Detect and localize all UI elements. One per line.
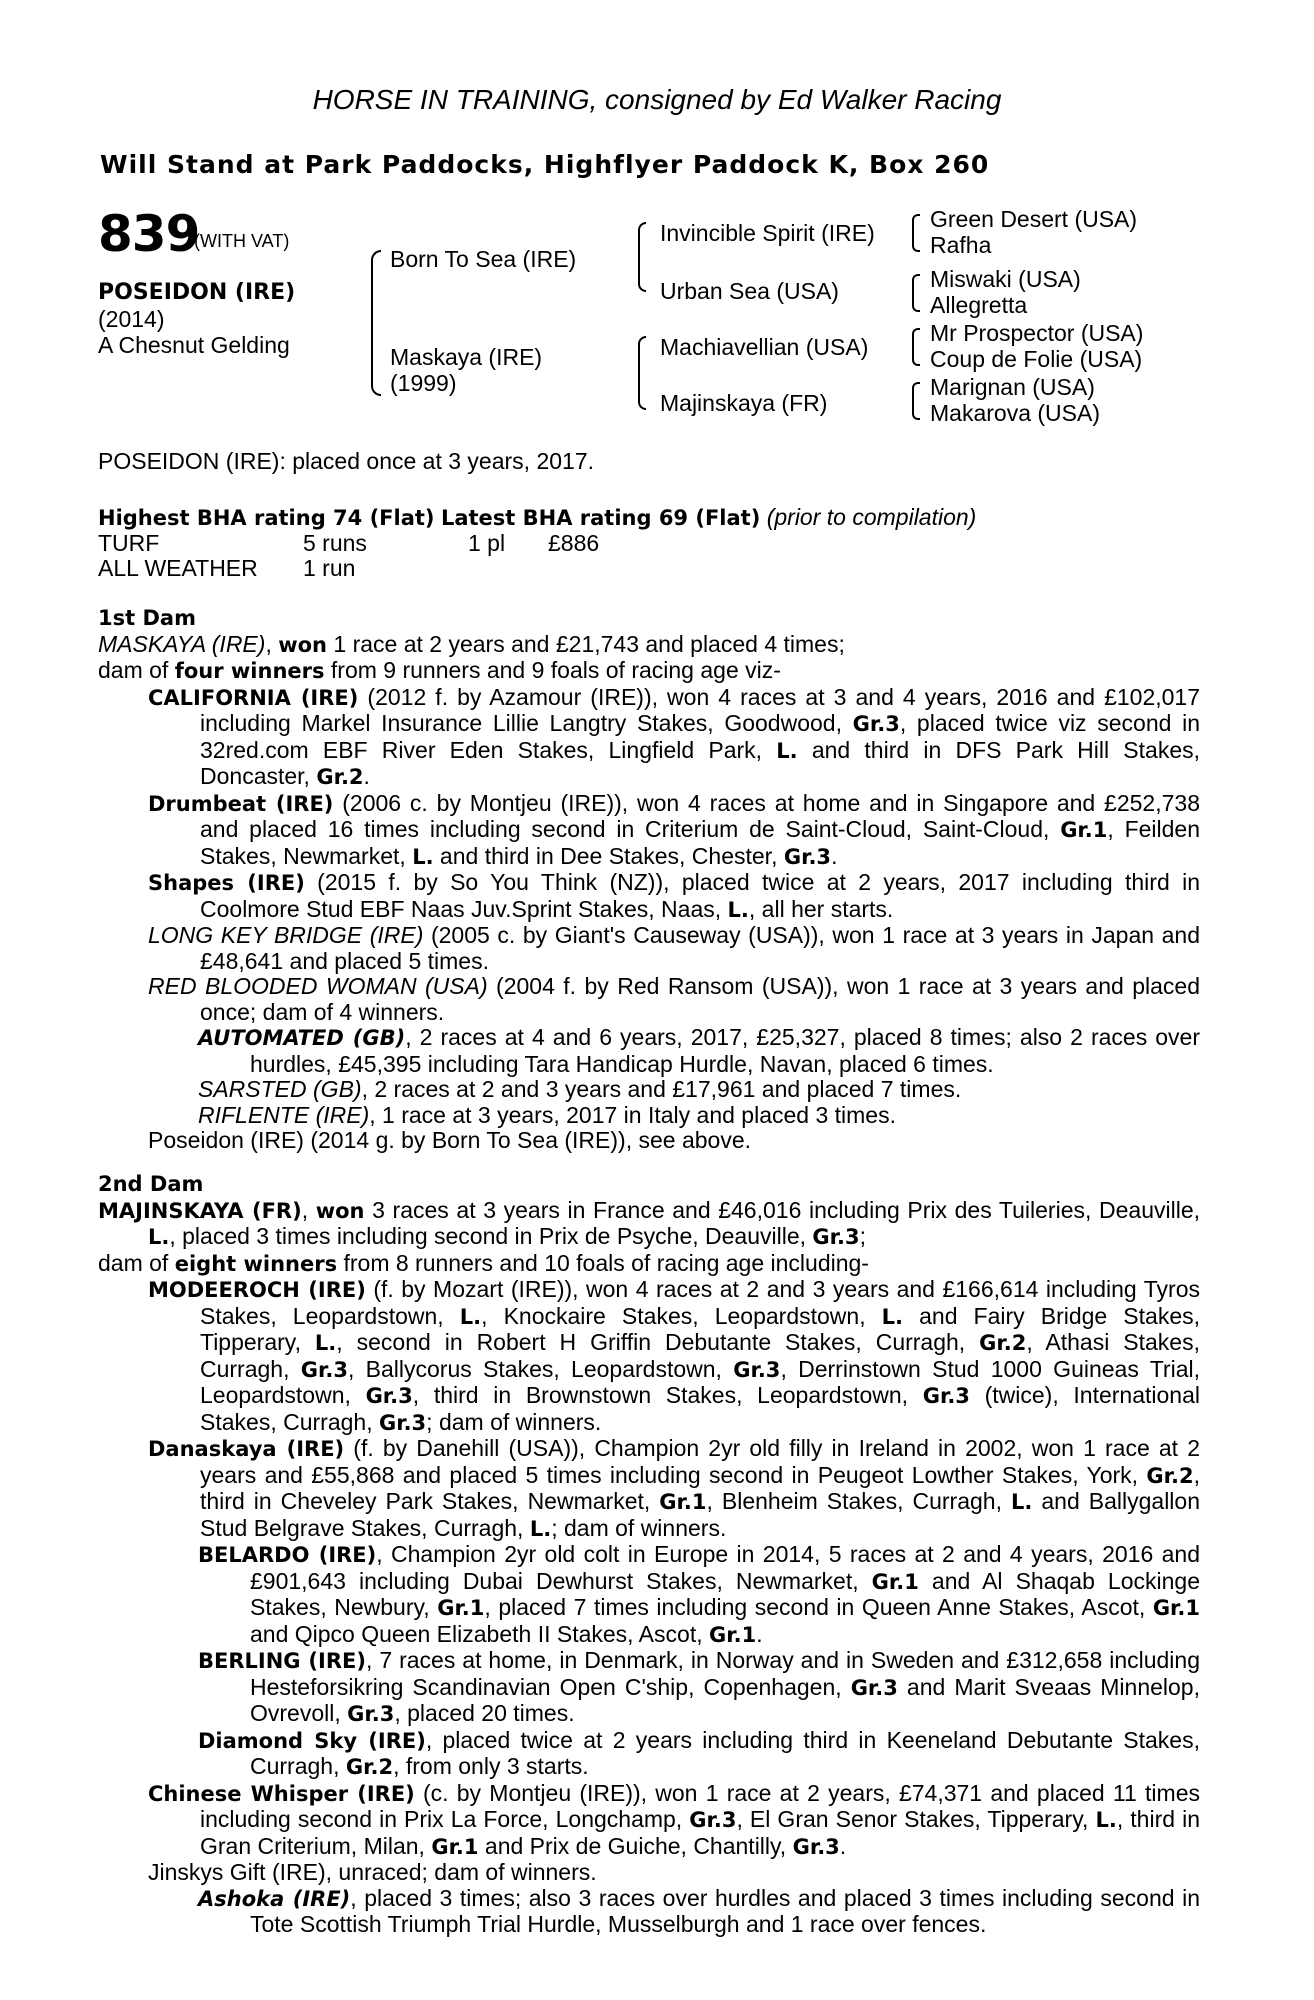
danaskaya-d: and Ballygallon Stud Belgrave Stakes, Curragh, [200,1488,1200,1541]
turf-placed: 1 pl [468,530,506,556]
produce-riflente [98,1103,1200,1129]
danaskaya-c: , Blenheim Stakes, Curragh, [706,1488,1011,1514]
dam-of-winners: four winners [174,659,325,683]
ratings-line [98,504,976,531]
turf-prize: £886 [548,530,600,556]
produce-ashoka [98,1886,1200,1938]
modeeroch-c: and Fairy Bridge Stakes, Tipperary, [200,1302,1201,1355]
berling-b: and Marit Sveaas Minnelop, Ovrevoll, [250,1673,1200,1726]
produce-belardo [98,1542,1200,1648]
ggp-5: Mr Prospector (USA) [930,320,1144,346]
chinese-whisper-listed: L. [1095,1808,1117,1832]
modeeroch-g: , Derrinstown Stud 1000 Guineas Trial, Leopardstown, [200,1355,1200,1408]
produce-poseidon [98,1128,1200,1154]
modeeroch-e: , Athasi Stakes, Curragh, [200,1329,1200,1382]
drumbeat-text-a: (2006 c. by Montjeu (IRE)), won 4 races at home and in Singapore and £252,738 and placed 16 times including second in Criterium de Saint-Cloud, Saint-Cloud, [200,789,1200,842]
first-dam-heading: 1st Dam [98,606,196,630]
berling-a: , 7 races at home, in Denmark, in Norway and in Sweden and £312,658 including Hesteforsikring Scandinavian Open C'ship, Copenhagen, [250,1647,1200,1700]
ashoka-name: Ashoka (IRE) [198,1886,351,1911]
belardo-d: and Qipco Queen Elizabeth II Stakes, Ascot, [250,1620,709,1647]
ggp-bracket-4 [912,382,920,420]
produce-shapes [98,870,1200,923]
chinese-whisper-a: (c. by Montjeu (IRE)), won 1 race at 2 years, £74,371 and placed 11 times including second in Prix La Force, Longchamp, [200,1779,1200,1832]
modeeroch-h: , third in Brownstown Stakes, Leopardstown, [412,1382,923,1408]
ggp-bracket-3 [912,328,920,366]
shapes-text-a: (2015 f. by So You Think (NZ)), placed twice at 2 years, 2017 including third in Coolmore Stud EBF Naas Juv.Sprint Stakes, Naas, [200,869,1200,922]
ggp-7: Marignan (USA) [930,374,1095,400]
second-dam-text-a: 3 races at 3 years in France and £46,016 including Prix des Tuileries, Deauville, [364,1196,1200,1223]
shapes-name: Shapes (IRE) [148,871,305,895]
california-name: CALIFORNIA (IRE) [148,685,359,710]
red-blooded-woman-text: (2004 f. by Red Ransom (USA)), won 1 race at 3 years and placed once; dam of 4 winners. [200,973,1200,1025]
produce-long-key-bridge [98,923,1200,974]
modeeroch-j: ; dam of winners. [426,1408,602,1435]
modeeroch-a: (f. by Mozart (IRE)), won 4 races at 2 and 3 years and £166,614 including Tyros Stakes, Leopardstown, [200,1276,1200,1329]
first-dam-name: MASKAYA (IRE) [98,630,266,657]
belardo-e: . [756,1620,763,1647]
modeeroch-g3c: Gr.3 [365,1384,413,1408]
modeeroch-g3d: Gr.3 [922,1384,970,1408]
riflente-text: , 1 race at 3 years, 2017 in Italy and placed 3 times. [369,1101,896,1128]
ashoka-text: , placed 3 times; also 3 races over hurdles and placed 3 times including second in Tote Scottish Triumph Trial Hurdle, Musselburgh and 1 race over fences. [250,1884,1200,1937]
berling-c: , placed 20 times. [394,1700,575,1726]
first-dam-record-text: 1 race at 2 years and £21,743 and placed 4 times; [327,630,845,657]
jinskys-gift-line: Jinskys Gift (IRE), unraced; dam of winners. [148,1859,597,1885]
ggp-4: Allegretta [930,292,1028,318]
chinese-whisper-name: Chinese Whisper (IRE) [148,1781,415,1806]
california-text-c: and third in DFS Park Hill Stakes, Doncaster, [200,736,1200,789]
ggp-6: Coup de Folie (USA) [930,346,1143,372]
catalogue-heading: HORSE IN TRAINING, consigned by Ed Walker Racing [312,84,1002,115]
dam: Maskaya (IRE) [390,344,543,370]
berling-g3b: Gr.3 [347,1702,395,1726]
danaskaya-b: , third in Cheveley Park Stakes, Newmarket, [200,1461,1200,1514]
chinese-whisper-g3b: Gr.3 [792,1834,840,1859]
modeeroch-g3b: Gr.3 [733,1357,781,1382]
turf-label: TURF [98,530,160,556]
latest-rating: Latest BHA rating 69 (Flat) [440,506,761,530]
modeeroch-name: MODEEROCH (IRE) [148,1278,366,1302]
belardo-g1a: Gr.1 [871,1569,919,1594]
first-dam-record: MASKAYA (IRE), won 1 race at 2 years and £21,743 and placed 4 times; [98,630,845,657]
chinese-whisper-e: . [839,1832,847,1859]
diamond-sky-g2: Gr.2 [345,1755,394,1779]
modeeroch-g3e: Gr.3 [378,1410,427,1435]
second-dam-grade: Gr.3 [812,1225,860,1249]
belardo-b: and Al Shaqab Lockinge Stakes, Newbury, [250,1567,1201,1620]
modeeroch-g2: Gr.2 [979,1331,1027,1355]
belardo-a: , Champion 2yr old colt in Europe in 2014, 5 races at 2 and 4 years, 2016 and £901,643 including Dubai Dewhurst Stakes, Newmarket, [250,1541,1200,1594]
chinese-whisper-c: , third in Gran Criterium, Milan, [200,1806,1200,1859]
drumbeat-grade-b: Gr.3 [783,844,832,869]
chinese-whisper-g3a: Gr.3 [689,1808,737,1832]
foaling-year: (2014) [98,306,165,332]
second-dam-text-b: , placed 3 times including second in Prix de Psyche, Deauville, [169,1223,813,1249]
ggp-8: Makarova (USA) [930,400,1100,426]
sire-sire: Invincible Spirit (IRE) [660,220,875,246]
dam-sire: Machiavellian (USA) [660,334,869,360]
sarsted-text: , 2 races at 2 and 3 years and £17,961 and placed 7 times. [361,1076,962,1102]
ggp-1: Green Desert (USA) [930,206,1138,232]
lot-number: 839 [98,205,200,263]
long-key-bridge-name: LONG KEY BRIDGE (IRE) [148,922,424,948]
second-dam-record: MAJINSKAYA (FR), won 3 races at 3 years in France and £46,016 including Prix des Tuileries, Deauville, L., placed 3 times including second in Prix de Psyche, Deauville, Gr.3; [98,1196,1200,1249]
ggp-3: Miswaki (USA) [930,266,1081,292]
drumbeat-text-d: . [831,842,838,869]
drumbeat-name: Drumbeat (IRE) [148,791,334,816]
berling-g3a: Gr.3 [850,1675,898,1700]
modeeroch-i: (twice), International Stakes, Curragh, [200,1382,1200,1435]
danaskaya-name: Danaskaya (IRE) [148,1437,345,1461]
california-text-a: (2012 f. by Azamour (IRE)), won 4 races at 3 and 4 years, 2016 and £102,017 including Markel Insurance Lillie Langtry Stakes, Goodwood, [200,683,1201,736]
second-dam-of-pre: dam of [98,1249,175,1276]
california-text-b: , placed twice viz second in 32red.com EBF River Eden Stakes, Lingfield Park, [200,710,1200,763]
chinese-whisper-g1: Gr.1 [431,1834,479,1859]
produce-berling [98,1648,1200,1728]
produce-automated [98,1025,1200,1077]
modeeroch-g3a: Gr.3 [300,1357,348,1382]
california-grade-a: Gr.3 [852,712,900,736]
belardo-g1d: Gr.1 [709,1622,757,1647]
produce-drumbeat [98,791,1200,871]
modeeroch-f: , Ballycorus Stakes, Leopardstown, [347,1355,734,1382]
stand-location: Will Stand at Park Paddocks, Highflyer Paddock K, Box 260 [100,150,990,179]
second-dam-name: MAJINSKAYA (FR) [98,1198,302,1223]
belardo-g1c: Gr.1 [1152,1596,1201,1620]
diamond-sky-name: Diamond Sky (IRE) [198,1728,426,1753]
produce-modeeroch [98,1277,1200,1436]
aw-runs: 1 run [303,555,356,581]
second-dam-listed: L. [148,1225,170,1249]
belardo-name: BELARDO (IRE) [198,1543,377,1567]
poseidon-line: Poseidon (IRE) (2014 g. by Born To Sea (IRE)), see above. [148,1127,751,1153]
california-grade-b: Gr.2 [316,765,364,789]
second-dam-won: won [315,1198,365,1223]
danaskaya-a: (f. by Danehill (USA)), Champion 2yr old filly in Ireland in 2002, won 1 race at 2 years and £55,868 and placed 5 times including second in Peugeot Lowther Stakes, York, [200,1435,1200,1488]
first-dam-section [98,606,1200,1154]
chinese-whisper-d: and Prix de Guiche, Chantilly, [478,1832,793,1859]
produce-red-blooded-woman [98,974,1200,1025]
california-listed: L. [776,738,798,763]
second-dam-of-winners: eight winners [174,1251,338,1276]
automated-name: AUTOMATED (GB) [198,1026,406,1050]
dam-year: (1999) [390,370,457,396]
second-dam-text-c: ; [859,1223,867,1249]
dam-of-post: from 9 runners and 9 foals of racing age viz- [324,657,781,683]
shapes-text-b: , all her starts. [748,895,894,922]
pedigree-bracket [371,250,381,396]
race-summary: POSEIDON (IRE): placed once at 3 years, 2017. [98,448,595,474]
danaskaya-l2: L. [529,1516,552,1541]
diamond-sky-a: , placed twice at 2 years including third in Keeneland Debutante Stakes, Curragh, [250,1726,1200,1779]
dam-of-pre: dam of [98,657,175,683]
danaskaya-g2: Gr.2 [1146,1463,1194,1488]
vat-note: (WITH VAT) [194,231,290,251]
highest-rating: Highest BHA rating 74 (Flat) [98,506,435,530]
produce-danaskaya [98,1436,1200,1542]
won-label: won [278,632,327,657]
diamond-sky-b: , from only 3 starts. [393,1753,589,1779]
sire-bracket [638,222,646,292]
second-dam-section [98,1172,1200,1938]
dam-bracket [638,336,646,410]
second-dam-heading: 2nd Dam [98,1172,204,1196]
second-dam-produce [98,1251,1200,1278]
drumbeat-grade-a: Gr.1 [1060,818,1108,842]
drumbeat-listed: L. [412,844,434,869]
danaskaya-l1: L. [1011,1490,1033,1514]
automated-text: , 2 races at 4 and 6 years, 2017, £25,327, placed 8 times; also 2 races over hurdles, £45,395 including Tara Handicap Hurdle, Navan, placed 6 times. [250,1024,1200,1077]
danaskaya-g1: Gr.1 [659,1490,707,1514]
produce-sarsted [98,1077,1200,1103]
modeeroch-l2: L. [881,1304,904,1329]
produce-chinese-whisper [98,1781,1200,1861]
produce-california [98,685,1200,791]
modeeroch-b: , Knockaire Stakes, Leopardstown, [481,1302,882,1329]
sarsted-name: SARSTED (GB) [198,1076,362,1102]
produce-diamond-sky [98,1728,1200,1781]
drumbeat-text-c: and third in Dee Stakes, Chester, [433,842,784,869]
ggp-bracket-1 [912,214,920,252]
second-dam-of-post: from 8 runners and 10 foals of racing age including- [337,1249,869,1276]
danaskaya-e: ; dam of winners. [551,1514,727,1541]
belardo-c: , placed 7 times including second in Queen Anne Stakes, Ascot, [484,1594,1153,1620]
modeeroch-d: , second in Robert H Griffin Debutante Stakes, Curragh, [336,1329,980,1355]
shapes-listed: L. [727,897,749,922]
modeeroch-l3: L. [314,1331,337,1355]
ggp-bracket-2 [912,274,920,312]
red-blooded-woman-name: RED BLOODED WOMAN (USA) [148,973,488,999]
riflente-name: RIFLENTE (IRE) [198,1101,370,1128]
modeeroch-l1: L. [459,1304,482,1329]
horse-description: A Chesnut Gelding [98,332,290,358]
rating-note: (prior to compilation) [766,504,977,530]
berling-name: BERLING (IRE) [198,1649,366,1673]
ggp-2: Rafha [930,232,992,258]
belardo-g1b: Gr.1 [437,1596,485,1620]
sire: Born To Sea (IRE) [390,246,577,272]
long-key-bridge-text: (2005 c. by Giant's Causeway (USA)), won 1 race at 3 years in Japan and £48,641 and placed 5 times. [200,922,1200,974]
horse-name: POSEIDON (IRE) [98,280,296,305]
drumbeat-text-b: , Feilden Stakes, Newmarket, [200,816,1201,869]
sire-dam: Urban Sea (USA) [660,278,839,304]
dam-dam: Majinskaya (FR) [660,390,828,416]
turf-runs: 5 runs [303,530,367,556]
california-text-d: . [363,763,370,789]
aw-label: ALL WEATHER [98,555,258,581]
produce-jinskys-gift [98,1860,1200,1886]
chinese-whisper-b: , El Gran Senor Stakes, Tipperary, [736,1806,1096,1832]
first-dam-produce [98,658,1200,685]
